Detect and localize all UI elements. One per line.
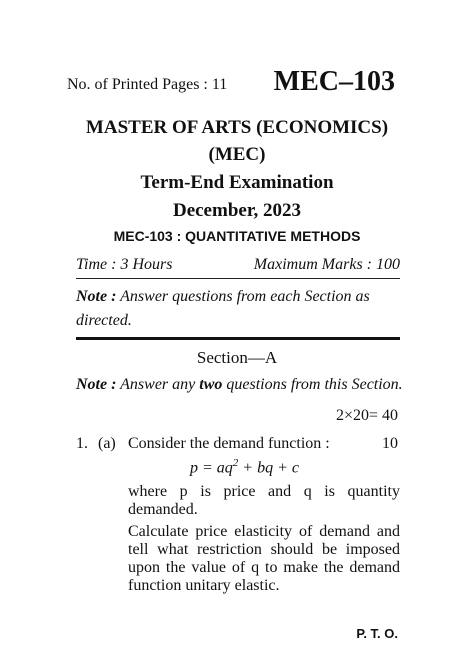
section-a-note-bold: two — [199, 376, 223, 393]
question-paragraph-2: Calculate price elasticity of demand and tell what restriction should be imposed upon the value of q to make the demand function unitary elastic. — [128, 523, 400, 594]
printed-pages: No. of Printed Pages : 11 — [67, 76, 228, 93]
time-allowed: Time : 3 Hours — [76, 256, 173, 273]
question-number: 1. — [76, 435, 88, 452]
general-note-label: Note : — [76, 288, 117, 305]
pto-label: P. T. O. — [356, 626, 398, 641]
section-a-marks: 2×20= 40 — [335, 407, 398, 424]
section-a-note-pre: Answer any — [120, 376, 200, 393]
formula-rest: + bq + c — [238, 459, 299, 477]
formula-base: p = aq — [190, 459, 233, 477]
general-note — [76, 285, 400, 333]
section-a-note — [76, 376, 403, 394]
degree-abbr: (MEC) — [208, 144, 266, 165]
paper-title: MEC-103 : QUANTITATIVE METHODS — [113, 228, 361, 244]
formula-exponent: 2 — [232, 457, 239, 469]
section-a-title: Section—A — [196, 348, 278, 367]
degree-title: MASTER OF ARTS (ECONOMICS) — [85, 117, 389, 138]
demand-formula — [190, 457, 299, 477]
divider-thick — [76, 337, 400, 340]
question-text: Consider the demand function : — [128, 435, 330, 452]
question-paragraph-1: where p is price and q is quantity demanded. — [128, 483, 400, 518]
general-note-text: Answer questions from each Section as directed. — [76, 288, 370, 329]
maximum-marks: Maximum Marks : 100 — [253, 256, 400, 273]
divider-top — [76, 278, 400, 279]
exam-date: December, 2023 — [172, 200, 302, 221]
section-a-note-post: questions from this Section. — [222, 376, 403, 393]
course-code: MEC–103 — [273, 66, 395, 97]
meta-row — [76, 256, 400, 274]
exam-title: Term-End Examination — [140, 172, 334, 193]
section-a-note-label: Note : — [76, 376, 117, 393]
question-part: (a) — [98, 435, 116, 452]
question-marks: 10 — [382, 435, 398, 452]
